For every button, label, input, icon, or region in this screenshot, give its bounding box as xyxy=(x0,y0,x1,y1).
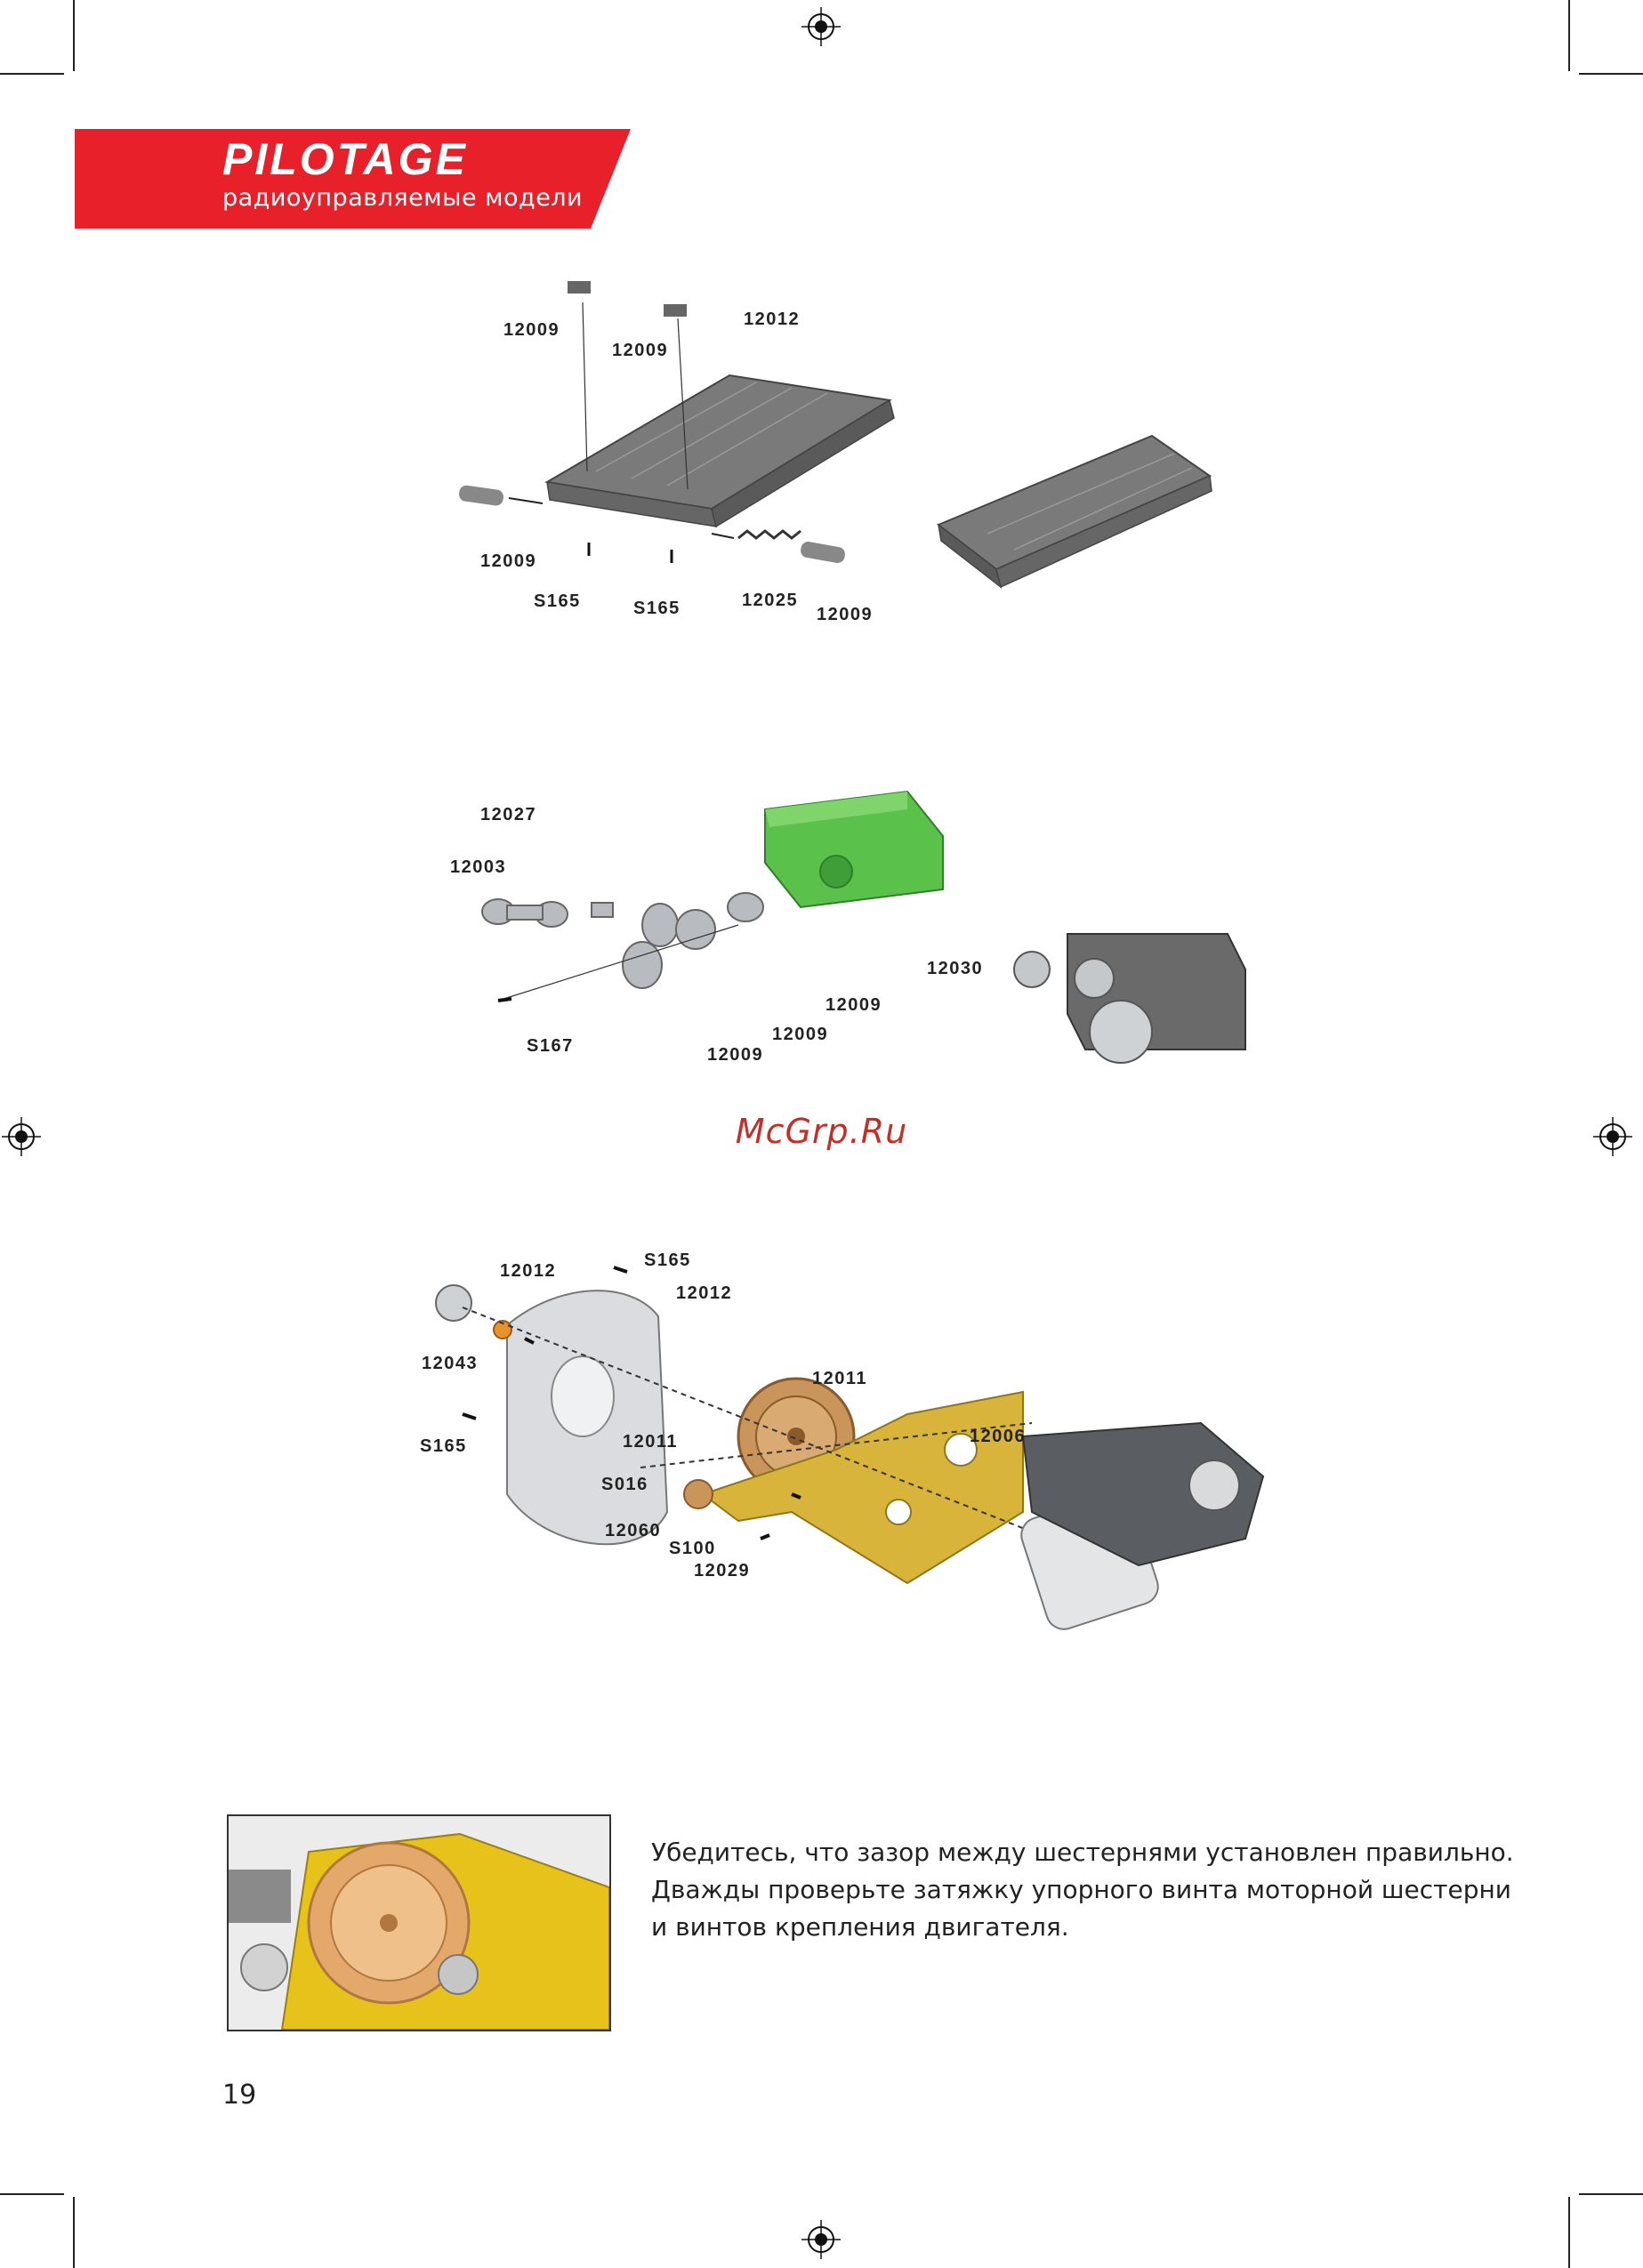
part-label: 12009 xyxy=(826,995,882,1015)
crop-mark-top-right-h xyxy=(1579,73,1643,75)
part-label: 12009 xyxy=(817,605,874,624)
part-label: S100 xyxy=(669,1539,716,1558)
crop-mark-top-left-v xyxy=(73,0,75,71)
part-label: 12011 xyxy=(812,1369,868,1388)
part-label: 12009 xyxy=(707,1045,764,1065)
part-label: 12030 xyxy=(927,959,984,978)
part-label: 12025 xyxy=(742,591,799,610)
part-label: 12043 xyxy=(422,1354,479,1373)
part-label: 12012 xyxy=(744,310,801,329)
registration-mark-bottom xyxy=(801,2220,841,2259)
part-label: S165 xyxy=(420,1436,467,1456)
assembly-note xyxy=(651,1834,1532,1946)
registration-mark-top xyxy=(801,7,841,46)
gear-mesh-illustration xyxy=(229,1816,609,2030)
crop-mark-bottom-right-h xyxy=(1579,2193,1643,2195)
brand-logo: PILOTAGE xyxy=(222,134,468,184)
gearbox-diagram xyxy=(409,1245,1299,1708)
crop-mark-bottom-left-h xyxy=(0,2193,64,2195)
note-line: и винтов крепления двигателя. xyxy=(651,1912,1069,1942)
part-label: 12009 xyxy=(612,341,669,360)
part-label: 12029 xyxy=(694,1561,751,1580)
part-label: S167 xyxy=(527,1036,574,1056)
part-label: 12060 xyxy=(605,1521,662,1540)
crop-mark-top-left-h xyxy=(0,73,64,75)
part-label: 12009 xyxy=(480,551,537,571)
part-label: 12006 xyxy=(970,1427,1027,1446)
note-line: Убедитесь, что зазор между шестернями установлен правильно. xyxy=(651,1838,1514,1867)
part-label: S165 xyxy=(534,591,581,611)
crop-mark-bottom-right-v xyxy=(1568,2197,1570,2268)
part-label: 12012 xyxy=(500,1261,557,1281)
part-label: 12009 xyxy=(772,1025,829,1044)
gear-mesh-inset xyxy=(227,1814,611,2031)
crop-mark-top-right-v xyxy=(1568,0,1570,71)
part-label: 12027 xyxy=(480,805,537,824)
part-label: 12009 xyxy=(503,320,560,340)
part-label: S165 xyxy=(633,599,681,618)
watermark: McGrp.Ru xyxy=(735,1112,908,1151)
note-line: Дважды проверьте затяжку упорного винта моторной шестерни xyxy=(651,1875,1511,1904)
brand-tagline: радиоуправляемые модели xyxy=(222,184,584,212)
part-label: S165 xyxy=(644,1251,691,1270)
crop-mark-bottom-left-v xyxy=(73,2197,75,2268)
battery-tray-diagram xyxy=(445,267,1281,640)
part-label: 12012 xyxy=(676,1283,733,1303)
page-number: 19 xyxy=(222,2079,257,2111)
part-label: 12011 xyxy=(623,1432,679,1452)
part-label: S016 xyxy=(601,1475,648,1494)
part-label: 12003 xyxy=(450,857,507,877)
